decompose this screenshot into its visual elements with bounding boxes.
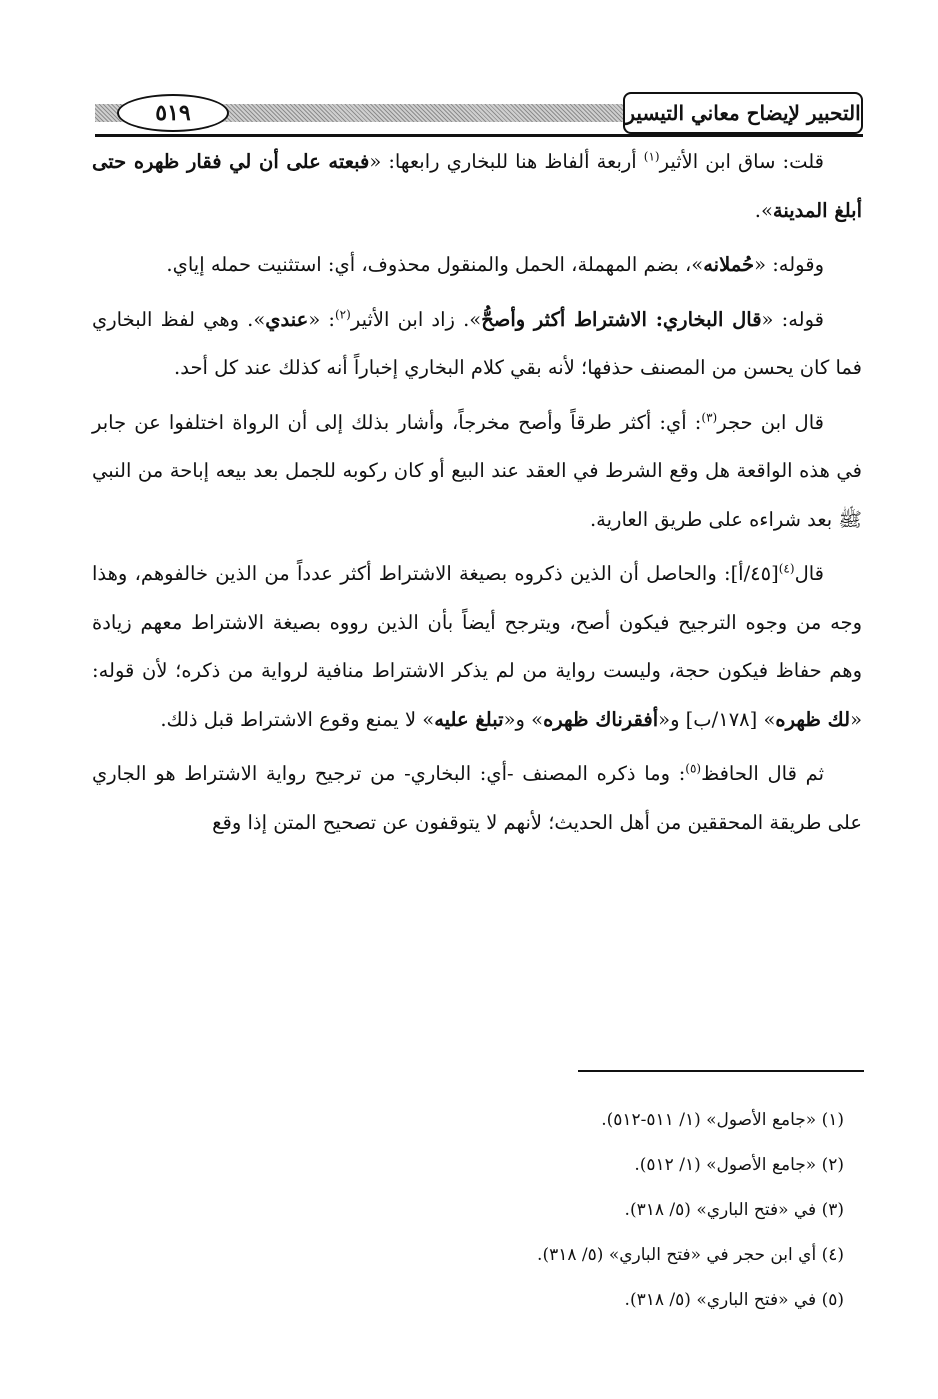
text-run: : وما ذكره المصنف -أي: البخاري- من ترجيح رواية الاشتراط هو الجاري على طريقة المحققين من أهل الحديث؛ لأنهم لا يتوقفون عن تصحيح المتن إذا وقع	[92, 762, 862, 834]
paragraph	[92, 296, 862, 393]
running-header	[95, 92, 863, 140]
paragraph	[92, 750, 862, 847]
paragraph	[92, 241, 862, 290]
quoted-term: حُملانه	[703, 253, 755, 276]
paragraph	[92, 399, 862, 545]
text-run: »، بضم المهملة، الحمل والمنقول محذوف، أي: استثنيت حمله إياي.	[166, 253, 704, 276]
quoted-term: تبلغ عليه	[434, 707, 504, 731]
text-run: قلت: ساق ابن الأثير	[659, 150, 824, 173]
book-title: التحبير لإيضاح معاني التيسير	[623, 92, 863, 134]
footnote: (٥) في «فتح الباري» (٥/ ٣١٨).	[624, 1290, 844, 1310]
text-run: أربعة ألفاظ هنا للبخاري رابعها: «	[369, 150, 644, 173]
header-rule	[95, 134, 863, 137]
text-run: » و«	[503, 707, 544, 731]
quoted-term: عندي	[265, 307, 309, 331]
text-run: » لا يمنع وقوع الاشتراط قبل ذلك.	[160, 707, 435, 731]
footnote-ref: (٢)	[334, 307, 351, 321]
footnote: (٢) «جامع الأصول» (١/ ٥١٢).	[634, 1155, 844, 1175]
footnote-ref: (٣)	[701, 410, 718, 424]
quoted-term: لك ظهره	[775, 707, 851, 731]
text-run: [٤٥/أ]: والحاصل أن الذين ذكروه بصيغة الاشتراط أكثر عدداً من الذين خالفوهم، وهذا وجه من وجوه الترجيح فيكون أصح، ويترجح أيضاً بأن الذين رووه بصيغة الاشتراط معهم زيادة وهم حفاظ فيكون حجة، وليست رواية من لم يذكر الاشتراط منافية لرواية من ذكره؛ لأن قوله: «	[92, 562, 862, 731]
paragraph	[92, 550, 862, 744]
footnote-ref: (١)	[643, 149, 660, 164]
page-number: ٥١٩	[117, 94, 229, 132]
text-run: : «	[308, 307, 335, 331]
footnotes	[92, 1098, 844, 1323]
text-run: ».	[754, 198, 773, 222]
text-run: ». زاد ابن الأثير	[350, 307, 482, 331]
footnote: (٣) في «فتح الباري» (٥/ ٣١٨).	[624, 1200, 844, 1220]
text-run: قال	[794, 562, 824, 585]
footnote: (١) «جامع الأصول» (١/ ٥١١-٥١٢).	[601, 1110, 844, 1130]
text-run: قال ابن حجر	[717, 410, 824, 434]
footnote-separator	[578, 1070, 864, 1072]
quoted-term: أفقرناك ظهره	[543, 707, 659, 731]
body-text	[92, 138, 862, 847]
text-run: ثم قال الحافظ	[701, 762, 824, 785]
text-run: ». وهي لفظ البخاري فما كان يحسن من المصنف حذفها؛ لأنه بقي كلام البخاري إخباراً أنه كذلك عند كل أحد.	[92, 307, 862, 379]
quoted-term: قال البخاري: الاشتراط أكثر وأصحُّ	[481, 307, 762, 331]
footnote: (٤) أي ابن حجر في «فتح الباري» (٥/ ٣١٨).	[537, 1245, 844, 1265]
text-run: : أي: أكثر طرقاً وأصح مخرجاً، وأشار بذلك إلى أن الرواة اختلفوا عن جابر في هذه الواقعة هل وقع الشرط في العقد عند البيع أو كان ركوبه للجمل بعد بيعه إباحة من النبي ﷺ بعد شراءه على طريق العارية.	[92, 410, 862, 531]
quoted-term: فبعته على أن لي فقار ظهره حتى أبلغ المدينة	[92, 150, 862, 222]
footnote-ref: (٤)	[778, 561, 795, 576]
text-run: وقوله: «	[754, 253, 824, 276]
footnote-ref: (٥)	[685, 761, 702, 776]
paragraph	[92, 138, 862, 235]
text-run: قوله: «	[761, 307, 824, 331]
text-run: » [١٧٨/ب] و«	[658, 707, 776, 731]
